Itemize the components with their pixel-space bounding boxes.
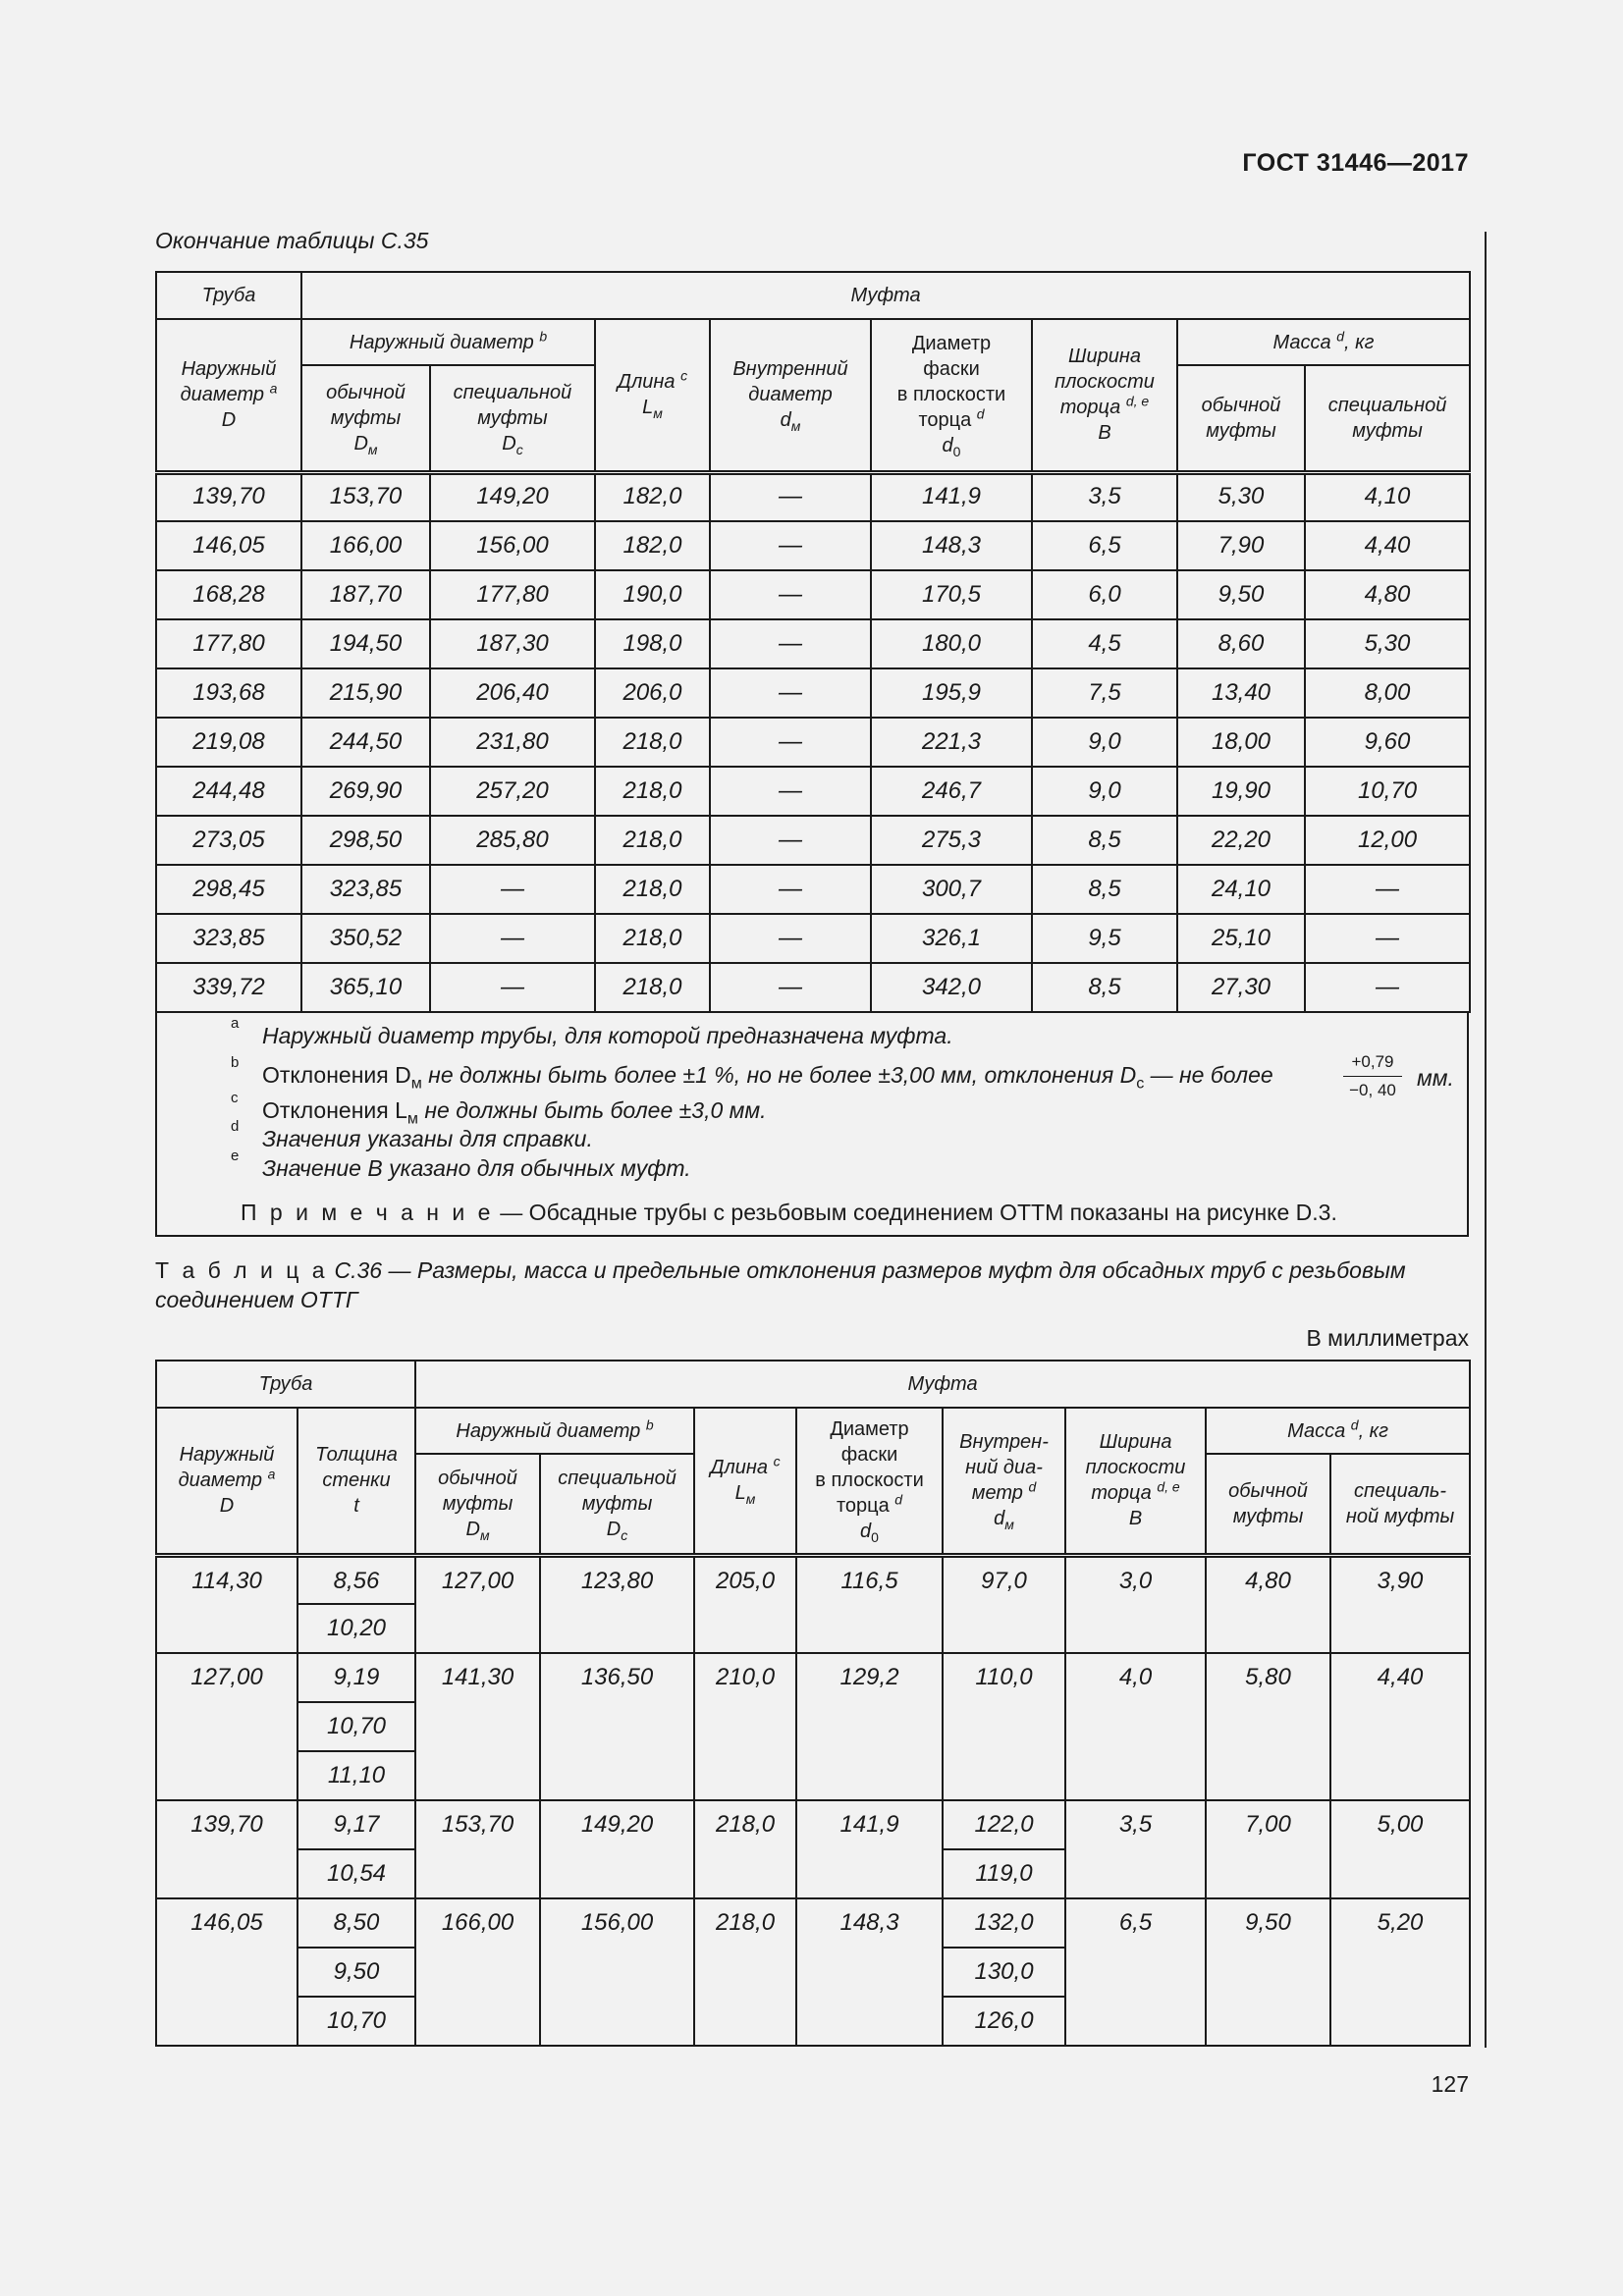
table-cell: 19,90 [1177, 767, 1305, 816]
table-cell: 4,40 [1330, 1653, 1470, 1800]
table-cell: 9,50 [1206, 1898, 1330, 2046]
table-cell: 4,40 [1305, 521, 1470, 570]
table-cell: — [710, 472, 871, 521]
table-cell: 148,3 [871, 521, 1032, 570]
table-cell: — [710, 668, 871, 718]
units-label: В миллиметрах [1306, 1325, 1469, 1351]
header-pipe: Труба [156, 1361, 415, 1408]
table-cell: 323,85 [301, 865, 430, 914]
table-cell: 10,70 [1305, 767, 1470, 816]
table-cell: 218,0 [595, 718, 710, 767]
wall-cell: 10,54 [298, 1849, 415, 1898]
table-cell: — [710, 521, 871, 570]
tolerance-fraction: +0,79 −0, 40 [1343, 1052, 1402, 1100]
header-mass: Масса $^d$, кг [1177, 319, 1470, 365]
table-row [156, 914, 1470, 963]
table-cell: 170,5 [871, 570, 1032, 619]
table-cell: 27,30 [1177, 963, 1305, 1012]
table-cell: 257,20 [430, 767, 595, 816]
header-pipe: Труба [156, 272, 301, 319]
table-row [156, 668, 1470, 718]
table-cell: 9,60 [1305, 718, 1470, 767]
table-cell: 4,0 [1065, 1653, 1206, 1800]
table-cell: 141,9 [796, 1800, 943, 1898]
table-cell: 231,80 [430, 718, 595, 767]
pipe-od-cell: 146,05 [156, 1898, 298, 2046]
table1-footnotes [155, 1011, 1469, 1237]
footnote-d: d Значения указаны для справки. [231, 1118, 593, 1151]
inner-cell: 110,0 [943, 1653, 1065, 1800]
table-cell: 5,30 [1177, 472, 1305, 521]
table-row [156, 619, 1470, 668]
header-od-regular: обычной муфты $D_м$ [415, 1454, 540, 1555]
table-cell: 146,05 [156, 521, 301, 570]
table-cell: 153,70 [415, 1800, 540, 1898]
table-cell: 218,0 [595, 865, 710, 914]
header-inner-diameter: Внутренний диаметр $d_м$ [710, 319, 871, 472]
table-cell: 5,80 [1206, 1653, 1330, 1800]
table-row [156, 1555, 1470, 1604]
table-cell: 298,45 [156, 865, 301, 914]
table-cell: 3,90 [1330, 1555, 1470, 1653]
table-c36 [155, 1360, 1471, 2047]
table-cell: 168,28 [156, 570, 301, 619]
table-cell: 339,72 [156, 963, 301, 1012]
table-cell: 22,20 [1177, 816, 1305, 865]
header-chamfer: Диаметр фаски в плоскости торца $^d$ $d_0$ [871, 319, 1032, 472]
table-cell: 205,0 [694, 1555, 796, 1653]
table-row [156, 767, 1470, 816]
footnote-e: e Значение В указано для обычных муфт. [231, 1148, 691, 1181]
table-cell: 149,20 [430, 472, 595, 521]
table-cell: 8,60 [1177, 619, 1305, 668]
table-cell: 129,2 [796, 1653, 943, 1800]
table-cell: 166,00 [301, 521, 430, 570]
table-cell: 153,70 [301, 472, 430, 521]
table-cell: 210,0 [694, 1653, 796, 1800]
table-row [156, 472, 1470, 521]
header-od-regular: обычной муфты $D_м$ [301, 365, 430, 472]
footnote-b: b Отклонения $D_м$ не должны быть более ±1 %, но не более ±3,00 мм, отклонения $D_с$ — не более [231, 1054, 1273, 1093]
header-mass-special: специальной муфты [1305, 365, 1470, 472]
inner-cell: 126,0 [943, 1997, 1065, 2046]
pipe-od-cell: 127,00 [156, 1653, 298, 1800]
table-cell: 198,0 [595, 619, 710, 668]
header-od-special: специальной муфты $D_с$ [430, 365, 595, 472]
header-length: Длина $^c$ $L_м$ [595, 319, 710, 472]
table-cell: 4,10 [1305, 472, 1470, 521]
table-cell: 4,80 [1206, 1555, 1330, 1653]
wall-cell: 8,56 [298, 1555, 415, 1604]
table-row [156, 865, 1470, 914]
table-cell: 3,5 [1065, 1800, 1206, 1898]
table-cell: — [430, 963, 595, 1012]
document-header: ГОСТ 31446—2017 [1242, 149, 1469, 177]
table-cell: — [710, 767, 871, 816]
table-cell: 8,5 [1032, 963, 1177, 1012]
table-cell: 269,90 [301, 767, 430, 816]
wall-cell: 9,19 [298, 1653, 415, 1702]
table-cell: 194,50 [301, 619, 430, 668]
table-cell: 246,7 [871, 767, 1032, 816]
table-cell: 6,5 [1032, 521, 1177, 570]
wall-cell: 11,10 [298, 1751, 415, 1800]
table-cell: 156,00 [540, 1898, 694, 2046]
table-row [156, 816, 1470, 865]
table-cell: 365,10 [301, 963, 430, 1012]
table-cell: 5,20 [1330, 1898, 1470, 2046]
table-cell: 218,0 [595, 816, 710, 865]
table-cell: 326,1 [871, 914, 1032, 963]
inner-cell: 130,0 [943, 1948, 1065, 1997]
table-cell: 244,48 [156, 767, 301, 816]
table-cell: — [710, 914, 871, 963]
table-cell: — [1305, 963, 1470, 1012]
header-chamfer: Диаметр фаски в плоскости торца $^d$ $d_0$ [796, 1408, 943, 1555]
table-cell: 218,0 [595, 963, 710, 1012]
table-cell: 123,80 [540, 1555, 694, 1653]
table-cell: 323,85 [156, 914, 301, 963]
table-cell: 24,10 [1177, 865, 1305, 914]
header-pipe-od: Наружный диаметр $^a$ D [156, 1408, 298, 1555]
table-cell: 12,00 [1305, 816, 1470, 865]
table-row [156, 718, 1470, 767]
inner-cell: 122,0 [943, 1800, 1065, 1849]
table-cell: 218,0 [694, 1898, 796, 2046]
table-cell: 218,0 [595, 767, 710, 816]
table2-caption: Т а б л и ц а С.36 — Размеры, масса и предельные отклонения размеров муфт для обсадных труб с резьбовым соединением ОТТГ [155, 1257, 1406, 1312]
table-cell: — [1305, 865, 1470, 914]
header-mass-regular: обычной муфты [1206, 1454, 1330, 1555]
table-cell: 273,05 [156, 816, 301, 865]
table-cell: 187,30 [430, 619, 595, 668]
table-cell: 136,50 [540, 1653, 694, 1800]
tolerance-unit: мм. [1417, 1065, 1454, 1091]
inner-cell: 132,0 [943, 1898, 1065, 1948]
table1-note: П р и м е ч а н и е — Обсадные трубы с резьбовым соединением ОТТМ показаны на рисунке D.3. [241, 1200, 1337, 1225]
wall-cell: 9,17 [298, 1800, 415, 1849]
table-cell: — [710, 570, 871, 619]
table-cell: 7,00 [1206, 1800, 1330, 1898]
table-cell: 156,00 [430, 521, 595, 570]
table-cell: 182,0 [595, 521, 710, 570]
table-cell: 25,10 [1177, 914, 1305, 963]
table-cell: — [710, 963, 871, 1012]
table-cell: — [1305, 914, 1470, 963]
table-cell: 193,68 [156, 668, 301, 718]
header-length: Длина $^c$ $L_м$ [694, 1408, 796, 1555]
table-cell: 149,20 [540, 1800, 694, 1898]
table-cell: 18,00 [1177, 718, 1305, 767]
header-coupling-od: Наружный диаметр $^b$ [301, 319, 595, 365]
header-mass-special: специаль- ной муфты [1330, 1454, 1470, 1555]
table-cell: 8,5 [1032, 816, 1177, 865]
table-cell: 4,5 [1032, 619, 1177, 668]
table-cell: 3,0 [1065, 1555, 1206, 1653]
table-cell: 300,7 [871, 865, 1032, 914]
table-cell: 206,0 [595, 668, 710, 718]
table-cell: 219,08 [156, 718, 301, 767]
table-cell: 7,90 [1177, 521, 1305, 570]
table-cell: 218,0 [595, 914, 710, 963]
table-cell: 190,0 [595, 570, 710, 619]
table-cell: 195,9 [871, 668, 1032, 718]
table-cell: 5,30 [1305, 619, 1470, 668]
table-cell: 13,40 [1177, 668, 1305, 718]
header-face-width: Ширина плоскости торца $^{d, e}$ B [1065, 1408, 1206, 1555]
table-cell: — [710, 865, 871, 914]
table-row [156, 1898, 1470, 1948]
table-cell: 8,5 [1032, 865, 1177, 914]
table-cell: 275,3 [871, 816, 1032, 865]
header-mass: Масса $^d$, кг [1206, 1408, 1470, 1454]
table-cell: 187,70 [301, 570, 430, 619]
wall-cell: 8,50 [298, 1898, 415, 1948]
table-cell: 206,40 [430, 668, 595, 718]
table-cell: 218,0 [694, 1800, 796, 1898]
table-cell: — [430, 914, 595, 963]
table-cell: — [430, 865, 595, 914]
table-cell: 166,00 [415, 1898, 540, 2046]
table1-caption: Окончание таблицы С.35 [155, 228, 429, 253]
table-cell: 141,9 [871, 472, 1032, 521]
table-row [156, 963, 1470, 1012]
table-cell: 9,5 [1032, 914, 1177, 963]
table-cell: 7,5 [1032, 668, 1177, 718]
header-coupling: Муфта [415, 1361, 1470, 1408]
wall-cell: 10,20 [298, 1604, 415, 1653]
table-cell: 350,52 [301, 914, 430, 963]
margin-rule [1485, 232, 1487, 2048]
header-coupling: Муфта [301, 272, 1470, 319]
table-cell: 6,0 [1032, 570, 1177, 619]
wall-cell: 9,50 [298, 1948, 415, 1997]
table-cell: 5,00 [1330, 1800, 1470, 1898]
header-face-width: Ширина плоскости торца $^{d, e}$ B [1032, 319, 1177, 472]
pipe-od-cell: 139,70 [156, 1800, 298, 1898]
table-cell: 215,90 [301, 668, 430, 718]
pipe-od-cell: 114,30 [156, 1555, 298, 1653]
table-cell: — [710, 718, 871, 767]
table-cell: 6,5 [1065, 1898, 1206, 2046]
table-cell: 244,50 [301, 718, 430, 767]
table-cell: — [710, 619, 871, 668]
table-row [156, 1800, 1470, 1849]
table-cell: 116,5 [796, 1555, 943, 1653]
table-cell: 141,30 [415, 1653, 540, 1800]
table-cell: 148,3 [796, 1898, 943, 2046]
header-od-special: специальной муфты $D_с$ [540, 1454, 694, 1555]
table-cell: 9,0 [1032, 767, 1177, 816]
table-cell: 180,0 [871, 619, 1032, 668]
header-inner-diameter: Внутрен- ний диа- метр $^d$ $d_м$ [943, 1408, 1065, 1555]
table-cell: 342,0 [871, 963, 1032, 1012]
inner-cell: 97,0 [943, 1555, 1065, 1653]
table-cell: 139,70 [156, 472, 301, 521]
table-cell: — [710, 816, 871, 865]
table-cell: 221,3 [871, 718, 1032, 767]
table-cell: 285,80 [430, 816, 595, 865]
wall-cell: 10,70 [298, 1702, 415, 1751]
page-number: 127 [1431, 2071, 1469, 2097]
header-wall-thickness: Толщина стенки t [298, 1408, 415, 1555]
header-coupling-od: Наружный диаметр $^b$ [415, 1408, 694, 1454]
wall-cell: 10,70 [298, 1997, 415, 2046]
table-row [156, 570, 1470, 619]
table-cell: 182,0 [595, 472, 710, 521]
table-cell: 127,00 [415, 1555, 540, 1653]
table-cell: 298,50 [301, 816, 430, 865]
inner-cell: 119,0 [943, 1849, 1065, 1898]
table-row [156, 1653, 1470, 1702]
header-mass-regular: обычной муфты [1177, 365, 1305, 472]
table-c35 [155, 271, 1471, 1013]
footnote-c: c Отклонения $L_м$ не должны быть более ±3,0 мм. [231, 1090, 767, 1128]
table-cell: 9,0 [1032, 718, 1177, 767]
table-cell: 4,80 [1305, 570, 1470, 619]
table-cell: 177,80 [156, 619, 301, 668]
table-row [156, 521, 1470, 570]
footnote-a: a Наружный диаметр трубы, для которой предназначена муфта. [231, 1015, 953, 1048]
table-cell: 177,80 [430, 570, 595, 619]
table-cell: 8,00 [1305, 668, 1470, 718]
header-pipe-od: Наружный диаметр $^a$ D [156, 319, 301, 472]
table-cell: 3,5 [1032, 472, 1177, 521]
table-cell: 9,50 [1177, 570, 1305, 619]
